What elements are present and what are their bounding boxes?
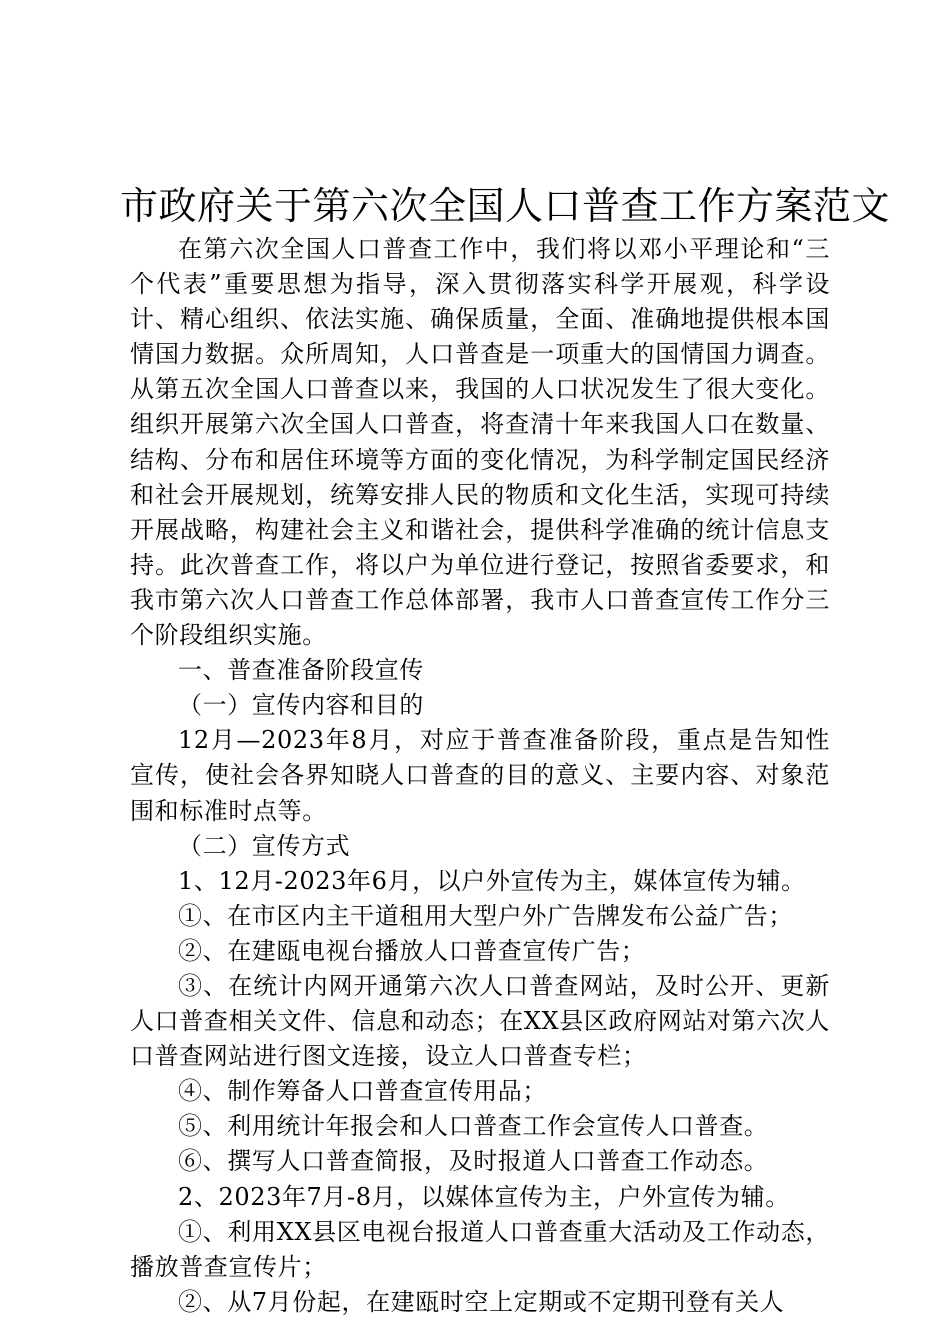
paragraph-intro: 在第六次全国人口普查工作中，我们将以邓小平理论和“三个代表”重要思想为指导，深入贯彻落实科学开展观，科学设计、精心组织、依法实施、确保质量，全面、准确地提供根本国情国力数据。众所周知，人口普查是一项重大的国情国力调查。从第五次全国人口普查以来，我国的人口状况发生了很大变化。组织开展第六次全国人口普查，将查清十年来我国人口在数量、结构、分布和居住环境等方面的变化情况，为科学制定国民经济和社会开展规划，统筹安排人民的物质和文化生活，实现可持续开展战略，构建社会主义和谐社会，提供科学准确的统计信息支持。此次普查工作，将以户为单位进行登记，按照省委要求，和我市第六次人口普查工作总体部署，我市人口普查宣传工作分三个阶段组织实施。: [130, 235, 830, 650]
list-item: 2、2023年7月-8月，以媒体宣传为主，户外宣传为辅。: [178, 1182, 790, 1211]
document-title: 市政府关于第六次全国人口普查工作方案范文: [120, 184, 891, 228]
section-heading: 一、普查准备阶段宣传: [178, 656, 424, 685]
subsection-heading: （二）宣传方式: [178, 831, 351, 860]
list-item: ⑥、撰写人口普查简报，及时报道人口普查工作动态。: [178, 1147, 769, 1176]
list-item: 1、12月-2023年6月，以户外宣传为主，媒体宣传为辅。: [178, 866, 806, 895]
list-item: ①、在市区内主干道租用大型户外广告牌发布公益广告；: [178, 901, 793, 930]
list-item: ②、从7月份起，在建瓯时空上定期或不定期刊登有关人: [178, 1287, 785, 1316]
paragraph: 12月—2023年8月，对应于普查准备阶段，重点是告知性宣传，使社会各界知晓人口普查的目的意义、主要内容、对象范围和标准时点等。: [130, 726, 830, 825]
list-item: ⑤、利用统计年报会和人口普查工作会宣传人口普查。: [178, 1112, 769, 1141]
list-item: ①、利用XX县区电视台报道人口普查重大活动及工作动态，播放普查宣传片；: [130, 1217, 830, 1281]
list-item: ②、在建瓯电视台播放人口普查宣传广告；: [178, 936, 646, 965]
list-item: ④、制作筹备人口普查宣传用品；: [178, 1077, 547, 1106]
document-body: [130, 232, 830, 1320]
subsection-heading: （一）宣传内容和目的: [178, 691, 424, 720]
list-item: ③、在统计内网开通第六次人口普查网站，及时公开、更新人口普查相关文件、信息和动态；在XX县区政府网站对第六次人口普查网站进行图文连接，设立人口普查专栏；: [130, 971, 830, 1071]
